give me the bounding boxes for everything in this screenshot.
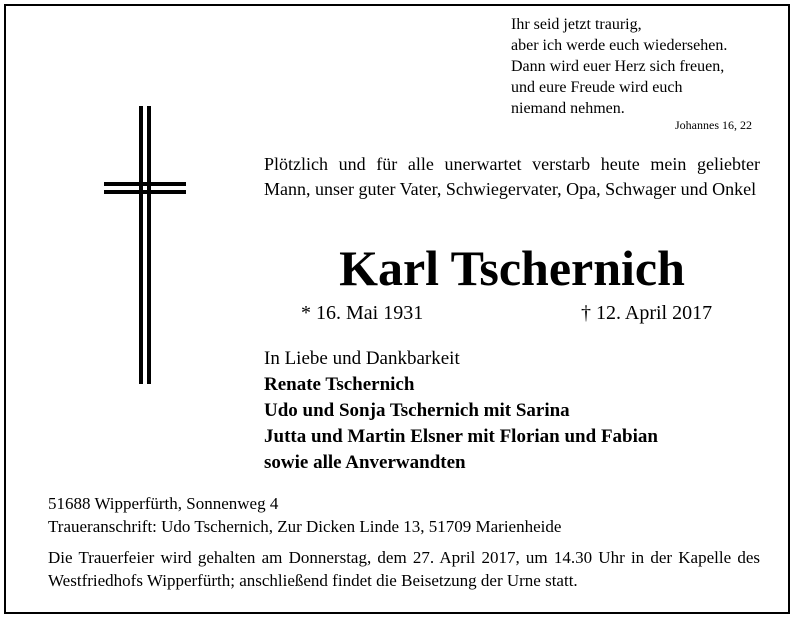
death-date: † 12. April 2017 xyxy=(581,302,713,324)
intro-text: Plötzlich und für alle unerwartet verstarb heute mein geliebter Mann, unser guter Vater, Schwiegervater, Opa, Schwager und Onkel xyxy=(264,154,760,199)
funeral-service-info: Die Trauerfeier wird gehalten am Donnerstag, dem 27. April 2017, um 14.30 Uhr in der Kapelle des Westfriedhofs Wipperfürth; anschließend findet die Beisetzung der Urne statt. xyxy=(48,548,760,590)
mourner-name: Renate Tschernich xyxy=(264,374,415,395)
verse-line: Dann wird euer Herz sich freuen, xyxy=(511,58,725,75)
cross-horizontal-bar xyxy=(104,190,186,194)
verse-line: Ihr seid jetzt traurig, xyxy=(511,16,642,33)
verse-source: Johannes 16, 22 xyxy=(675,118,752,132)
mourner-name: sowie alle Anverwandten xyxy=(264,452,466,473)
home-address: 51688 Wipperfürth, Sonnenweg 4 xyxy=(48,494,279,513)
birth-date: * 16. Mai 1931 xyxy=(301,302,424,324)
address-block xyxy=(48,492,561,538)
verse-line: und eure Freude wird euch xyxy=(511,79,683,96)
verse-line: niemand nehmen. xyxy=(511,100,625,117)
mourning-address: Traueranschrift: Udo Tschernich, Zur Dicken Linde 13, 51709 Marienheide xyxy=(48,517,562,536)
mourner-name: Jutta und Martin Elsner mit Florian und Fabian xyxy=(264,426,658,447)
deceased-name: Karl Tschernich xyxy=(339,240,685,296)
latin-cross-icon xyxy=(104,106,188,388)
cross-vertical-bar xyxy=(147,106,151,384)
cross-horizontal-bar xyxy=(104,182,186,186)
bible-verse xyxy=(511,14,727,119)
obituary-notice xyxy=(4,4,790,614)
verse-line: aber ich werde euch wiedersehen. xyxy=(511,37,728,54)
mourners-heading: In Liebe und Dankbarkeit xyxy=(264,348,460,369)
mourner-name: Udo und Sonja Tschernich mit Sarina xyxy=(264,400,570,421)
cross-vertical-bar xyxy=(139,106,143,384)
mourners-block xyxy=(264,346,658,476)
